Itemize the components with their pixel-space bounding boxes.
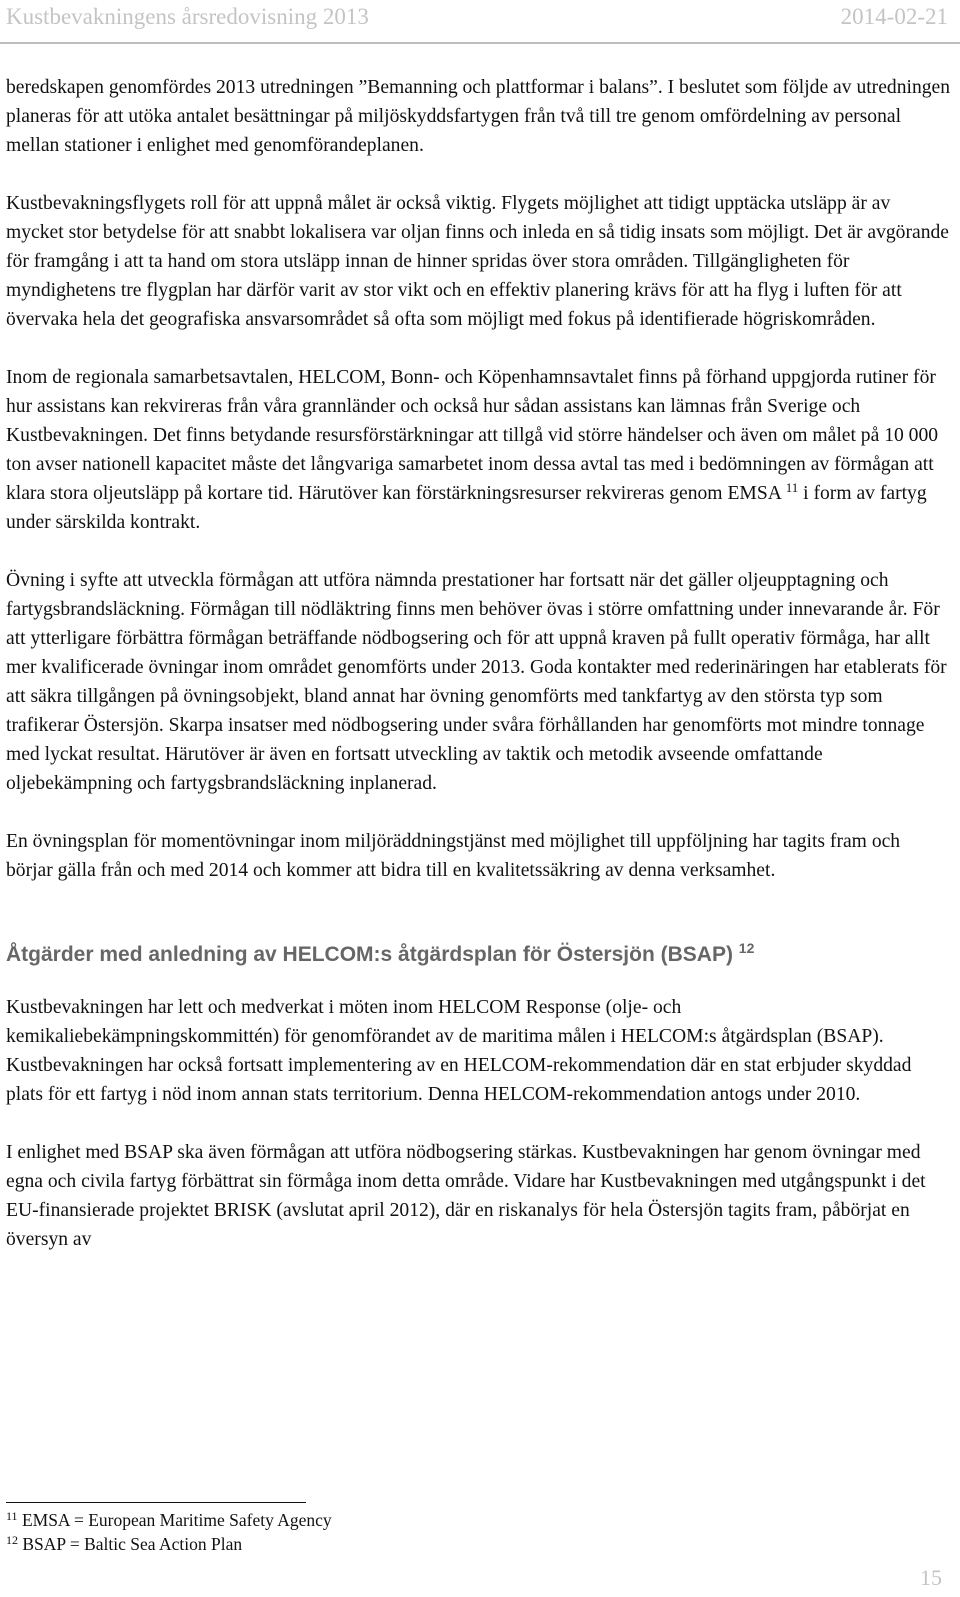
paragraph-regional-avtal-text: Inom de regionala samarbetsavtalen, HELCOM, Bonn- och Köpenhamnsavtalet finns på förhand uppgjorda rutiner för hur assistans kan rekvireras från våra grannländer och också hur sådan assistans kan lämnas från Sverige och Kustbevakningen. Det finns betydande resursförstärkningar att tillgå vid större händelser och även om målet på 10 000 ton avser nationell kapacitet måste det långvariga samarbetet inom dessa avtal tas med i bedömningen av förmågan att klara stora oljeutsläpp på kortare tid. Härutöver kan förstärkningsresurser rekvireras genom EMSA (6, 367, 939, 504)
footnote-item (6, 1508, 332, 1532)
page-number: 15 (920, 1565, 942, 1590)
body-text (6, 73, 951, 1283)
section-heading-text: Åtgärder med anledning av HELCOM:s åtgärdsplan för Östersjön (BSAP) (6, 943, 733, 966)
paragraph-bemanning: beredskapen genomfördes 2013 utredningen ”Bemanning och plattformar i balans”. I beslutet som följde av utredningen planeras för att utöka antalet besättningar på miljöskyddsfartygen från två till tre genom omfördelning av personal mellan stationer i enlighet med genomförandeplanen. (6, 77, 951, 156)
paragraph-regional-avtal (6, 363, 951, 537)
header-divider (0, 42, 960, 44)
footnote-number: 11 (6, 1509, 18, 1523)
paragraph-helcom-response: Kustbevakningen har lett och medverkat i möten inom HELCOM Response (olje- och kemikaliebekämpningskommittén) för genomförandet av de maritima målen i HELCOM:s åtgärdsplan (BSAP). Kustbevakningen har också fortsatt implementering av en HELCOM-rekommendation där en stat erbjuder skyddad plats för ett fartyg i nöd inom annan stats territorium. Denna HELCOM-rekommendation antogs under 2010. (6, 997, 912, 1105)
paragraph-ovningsplan: En övningsplan för momentövningar inom miljöräddningstjänst med möjlighet till uppföljning har tagits fram och börjar gälla från och med 2014 och kommer att bidra till en kvalitetssäkring av denna verksamhet. (6, 831, 901, 881)
footnote-divider (6, 1502, 306, 1503)
document-title: Kustbevakningens årsredovisning 2013 (6, 4, 369, 29)
paragraph-flyget: Kustbevakningsflygets roll för att uppnå målet är också viktig. Flygets möjlighet att tidigt upptäcka utsläpp är av mycket stor betydelse för att snabbt lokalisera var oljan finns och inleda en så tidig insats som möjligt. Det är avgörande för framgång i att ta hand om stora utsläpp innan de hinner spridas över stora områden. Tillgängligheten för myndighetens tre flygplan har därför varit av stor vikt och en effektiv planering krävs för att ha flyg i luften för att övervaka hela det geografiska ansvarsområdet så ofta som möjligt med fokus på identifierade högriskområden. (6, 193, 949, 330)
footnote-ref-12[interactable]: 12 (738, 940, 755, 956)
footnote-text: BSAP = Baltic Sea Action Plan (22, 1534, 243, 1554)
page-header (6, 4, 948, 34)
footnote-ref-11[interactable]: 11 (785, 480, 799, 495)
section-heading (6, 940, 951, 969)
footnote-text: EMSA = European Maritime Safety Agency (21, 1510, 332, 1530)
paragraph-ovning: Övning i syfte att utveckla förmågan att utföra nämnda prestationer har fortsatt när det gäller oljeupptagning och fartygsbrandsläckning. Förmågan till nödläktring finns men behöver övas i större omfattning under innevarande år. För att ytterligare förbättra förmågan beträffande nödbogsering och för att uppnå kraven på fullt operativ förmåga, har allt mer kvalificerade övningar inom området genomförts under 2013. Goda kontakter med rederinäringen har etablerats för att säkra tillgången på övningsobjekt, bland annat har övning genomförts med tankfartyg av den största typ som trafikerar Östersjön. Skarpa insatser med nödbogsering under svåra förhållanden har genomförts mot mindre tonnage med lyckat resultat. Härutöver är även en fortsatt utveckling av taktik och metodik avseende omfattande oljebekämpning och fartygsbrandsläckning inplanerad. (6, 570, 947, 794)
document-date: 2014-02-21 (840, 4, 948, 29)
footnotes (6, 1508, 332, 1556)
footnote-number: 12 (6, 1533, 18, 1547)
footnote-item (6, 1532, 332, 1556)
paragraph-regional-avtal-end: i form av fartyg under särskilda kontrakt. (6, 483, 927, 533)
paragraph-bsap-nodbogsering: I enlighet med BSAP ska även förmågan att utföra nödbogsering stärkas. Kustbevakningen har genom övningar med egna och civila fartyg förbättrat sin förmåga inom detta område. Vidare har Kustbevakningen med utgångspunkt i det EU-finansierade projektet BRISK (avslutat april 2012), där en riskanalys för hela Östersjön tagits fram, påbörjat en översyn av (6, 1142, 926, 1250)
